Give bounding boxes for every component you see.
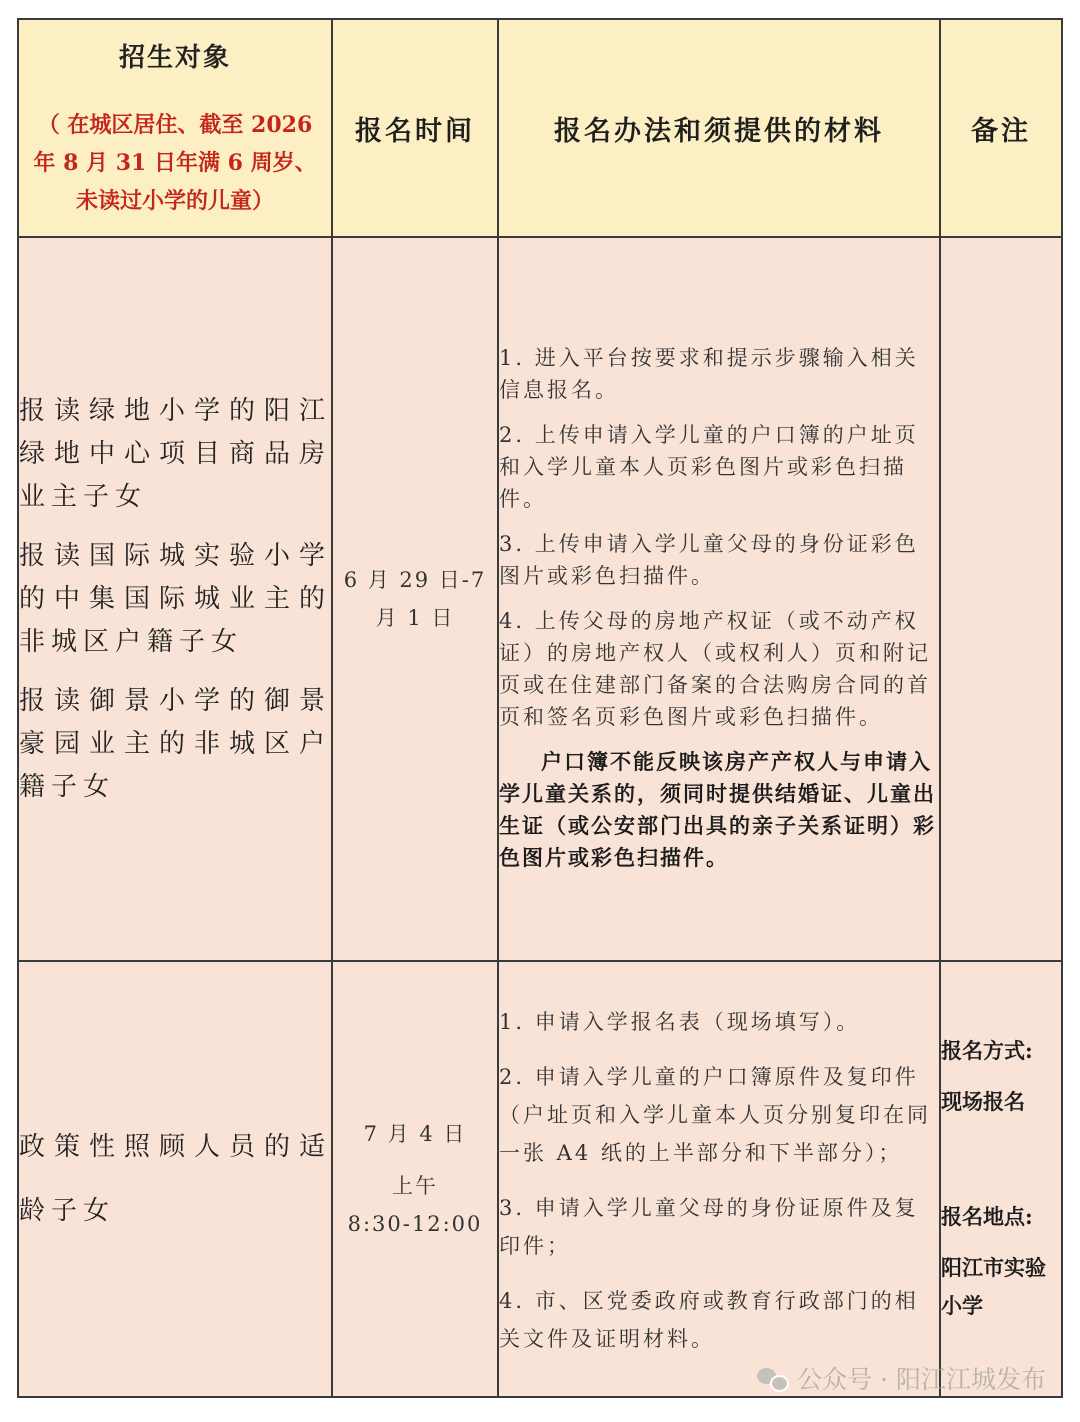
header-target	[18, 19, 332, 237]
registration-period: 上午	[392, 1174, 438, 1198]
bold-note: 户口簿不能反映该房产产权人与申请入学儿童关系的，须同时提供结婚证、儿童出生证（或公安部门出具的亲子关系证明）彩色图片或彩色扫描件。	[499, 748, 936, 870]
step-item: 3. 上传申请入学儿童父母的身份证彩色图片或彩色扫描件。	[499, 531, 919, 588]
header-target-note: （ 在城区居住、截至 2026 年 8 月 31 日年满 6 周岁、未读过小学的儿童）	[33, 111, 317, 214]
step-item: 2. 上传申请入学儿童的户口簿的户址页和入学儿童本人页彩色图片或彩色扫描件。	[499, 422, 919, 511]
remark-method-value: 现场报名	[941, 1089, 1025, 1114]
enrollment-table	[17, 18, 1063, 1398]
remark-method-label: 报名方式:	[941, 1038, 1033, 1063]
watermark	[757, 1360, 1046, 1396]
step-item: 4. 上传父母的房地产权证（或不动产权证）的房地产权人（或权利人）页和附记页或在住建部门备案的合法购房合同的首页和签名页彩色图片或彩色扫描件。	[499, 608, 931, 729]
step-item: 1. 进入平台按要求和提示步骤输入相关信息报名。	[499, 345, 919, 402]
row2-target-cell	[18, 961, 332, 1397]
row1-remark-cell	[940, 237, 1062, 961]
step-item: 1. 申请入学报名表（现场填写）。	[499, 1010, 861, 1034]
registration-date: 7 月 4 日	[363, 1122, 467, 1146]
row1-method-cell	[498, 237, 940, 961]
step-item: 4. 市、区党委政府或教育行政部门的相关文件及证明材料。	[499, 1289, 919, 1351]
remark-place-label: 报名地点:	[941, 1204, 1033, 1229]
row1-target-cell	[18, 237, 332, 961]
target-item: 报读御景小学的御景豪园业主的非城区户籍子女	[19, 685, 331, 802]
header-method: 报名办法和须提供的材料	[498, 19, 940, 237]
row2-method-cell	[498, 961, 940, 1397]
watermark-text: 公众号 · 阳江江城发布	[797, 1365, 1046, 1394]
target-item: 报读绿地小学的阳江绿地中心项目商品房业主子女	[19, 395, 331, 512]
row2-remark-cell	[940, 961, 1062, 1397]
target-item: 报读国际城实验小学的中集国际城业主的非城区户籍子女	[19, 540, 331, 657]
row2-time-cell	[332, 961, 498, 1397]
row1-time-cell	[332, 237, 498, 961]
header-time: 报名时间	[332, 19, 498, 237]
wechat-icon	[757, 1366, 787, 1390]
header-target-title: 招生对象	[118, 42, 231, 73]
step-item: 3. 申请入学儿童父母的身份证原件及复印件；	[499, 1196, 919, 1258]
table-row	[18, 237, 1062, 961]
registration-time: 6 月 29 日-7 月 1 日	[343, 568, 487, 630]
target-item: 政策性照顾人员的适龄子女	[19, 1132, 331, 1226]
table-header-row	[18, 19, 1062, 237]
table-row	[18, 961, 1062, 1397]
remark-place-value: 阳江市实验小学	[941, 1255, 1046, 1318]
registration-hours: 8:30-12:00	[347, 1212, 483, 1236]
step-item: 2. 申请入学儿童的户口簿原件及复印件（户址页和入学儿童本人页分别复印在同一张 A4 纸的上半部分和下半部分）；	[499, 1065, 931, 1165]
header-remark: 备注	[940, 19, 1062, 237]
